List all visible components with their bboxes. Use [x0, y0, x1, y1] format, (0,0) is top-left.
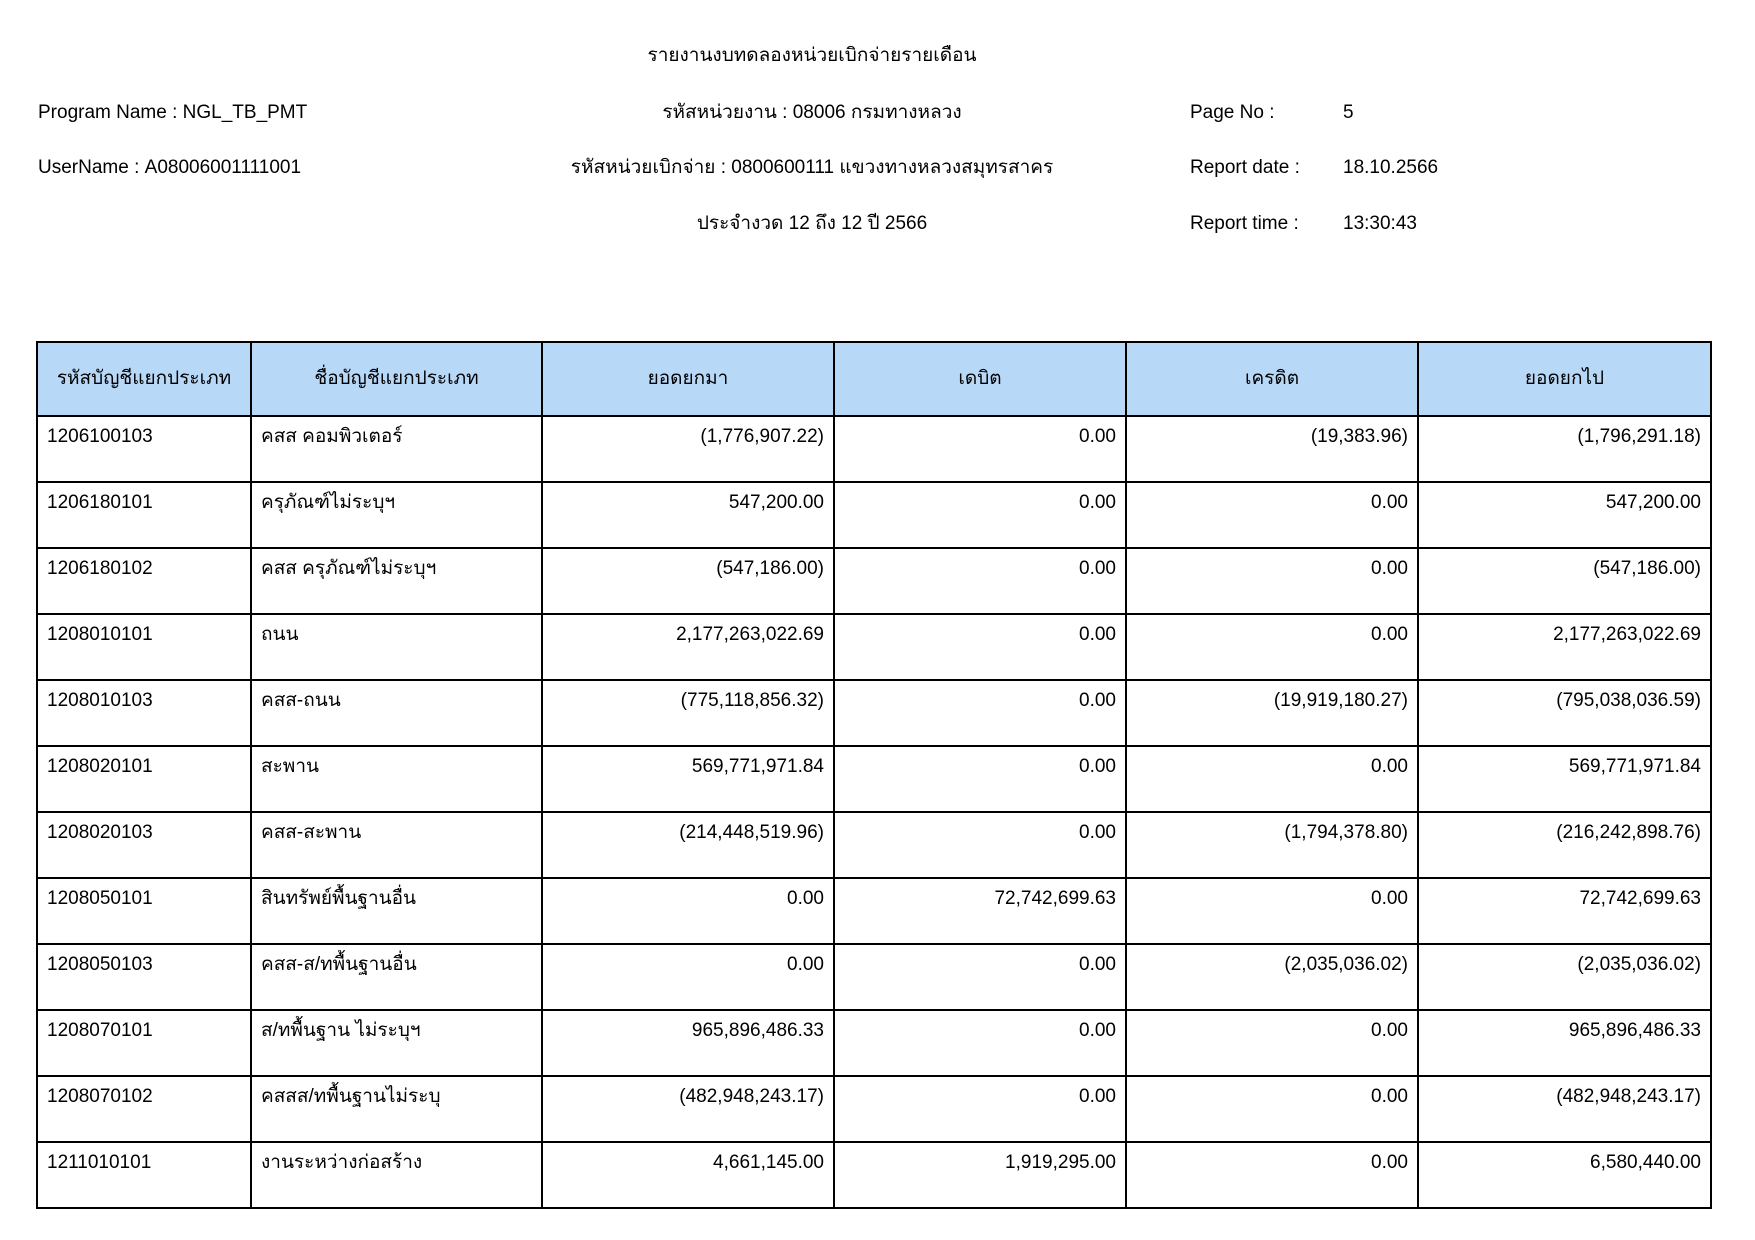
account-code: 1208020101 [37, 746, 251, 812]
beginning-balance: (214,448,519.96) [542, 812, 834, 878]
debit: 1,919,295.00 [834, 1142, 1126, 1208]
page-no-label: Page No : [1190, 102, 1275, 123]
program-name-label: Program Name : [38, 102, 178, 123]
report-time-label: Report time : [1190, 213, 1299, 234]
account-name: สะพาน [251, 746, 542, 812]
beginning-balance: 0.00 [542, 878, 834, 944]
beginning-balance: 2,177,263,022.69 [542, 614, 834, 680]
debit: 0.00 [834, 1076, 1126, 1142]
account-code: 1208050103 [37, 944, 251, 1010]
account-code: 1208010103 [37, 680, 251, 746]
credit: 0.00 [1126, 482, 1418, 548]
page-no-value: 5 [1343, 102, 1354, 123]
debit: 0.00 [834, 680, 1126, 746]
debit: 72,742,699.63 [834, 878, 1126, 944]
column-header-account-code: รหัสบัญชีแยกประเภท [37, 342, 251, 416]
credit: 0.00 [1126, 1142, 1418, 1208]
ending-balance: (795,038,036.59) [1418, 680, 1711, 746]
ending-balance: 72,742,699.63 [1418, 878, 1711, 944]
account-name: คสส คอมพิวเตอร์ [251, 416, 542, 482]
ending-balance: 569,771,971.84 [1418, 746, 1711, 812]
account-name: คสส ครุภัณฑ์ไม่ระบุฯ [251, 548, 542, 614]
credit: (1,794,378.80) [1126, 812, 1418, 878]
username-label: UserName : [38, 157, 140, 178]
debit: 0.00 [834, 416, 1126, 482]
table-row [37, 1142, 1711, 1208]
report-date-label: Report date : [1190, 157, 1300, 178]
beginning-balance: 965,896,486.33 [542, 1010, 834, 1076]
table-row [37, 944, 1711, 1010]
ending-balance: (482,948,243.17) [1418, 1076, 1711, 1142]
table-row [37, 614, 1711, 680]
column-header-beginning-balance: ยอดยกมา [542, 342, 834, 416]
beginning-balance: (482,948,243.17) [542, 1076, 834, 1142]
account-code: 1208020103 [37, 812, 251, 878]
table-row [37, 416, 1711, 482]
credit: 0.00 [1126, 614, 1418, 680]
credit: (19,383.96) [1126, 416, 1418, 482]
account-code: 1208050101 [37, 878, 251, 944]
beginning-balance: 4,661,145.00 [542, 1142, 834, 1208]
column-header-credit: เครดิต [1126, 342, 1418, 416]
account-code: 1206180101 [37, 482, 251, 548]
ending-balance: 547,200.00 [1418, 482, 1711, 548]
beginning-balance: (775,118,856.32) [542, 680, 834, 746]
table-row [37, 1076, 1711, 1142]
ending-balance: 2,177,263,022.69 [1418, 614, 1711, 680]
debit: 0.00 [834, 812, 1126, 878]
agency-code-line: รหัสหน่วยงาน : 08006 กรมทางหลวง [662, 102, 962, 123]
account-name: คสส-ส/ทพื้นฐานอื่น [251, 944, 542, 1010]
report-title: รายงานงบทดลองหน่วยเบิกจ่ายรายเดือน [647, 45, 977, 66]
beginning-balance: 547,200.00 [542, 482, 834, 548]
debit: 0.00 [834, 746, 1126, 812]
column-header-debit: เดบิต [834, 342, 1126, 416]
account-name: งานระหว่างก่อสร้าง [251, 1142, 542, 1208]
ending-balance: (2,035,036.02) [1418, 944, 1711, 1010]
beginning-balance: 0.00 [542, 944, 834, 1010]
account-code: 1206100103 [37, 416, 251, 482]
account-code: 1208070102 [37, 1076, 251, 1142]
table-row [37, 1010, 1711, 1076]
ending-balance: (216,242,898.76) [1418, 812, 1711, 878]
credit: (2,035,036.02) [1126, 944, 1418, 1010]
table-header-row [37, 342, 1711, 416]
credit: (19,919,180.27) [1126, 680, 1418, 746]
table-row [37, 680, 1711, 746]
table-row [37, 812, 1711, 878]
debit: 0.00 [834, 548, 1126, 614]
debit: 0.00 [834, 614, 1126, 680]
table-row [37, 878, 1711, 944]
ending-balance: (1,796,291.18) [1418, 416, 1711, 482]
account-name: ครุภัณฑ์ไม่ระบุฯ [251, 482, 542, 548]
account-name: ส/ทพื้นฐาน ไม่ระบุฯ [251, 1010, 542, 1076]
username-line [38, 156, 301, 181]
ending-balance: 965,896,486.33 [1418, 1010, 1711, 1076]
account-code: 1208070101 [37, 1010, 251, 1076]
account-name: คสสส/ทพื้นฐานไม่ระบุ [251, 1076, 542, 1142]
credit: 0.00 [1126, 548, 1418, 614]
table-row [37, 482, 1711, 548]
debit: 0.00 [834, 482, 1126, 548]
disbursement-unit-line: รหัสหน่วยเบิกจ่าย : 0800600111 แขวงทางหลวงสมุทรสาคร [570, 157, 1054, 178]
table-body [37, 416, 1711, 1208]
credit: 0.00 [1126, 746, 1418, 812]
report-date-value: 18.10.2566 [1343, 157, 1439, 178]
credit: 0.00 [1126, 878, 1418, 944]
ending-balance: 6,580,440.00 [1418, 1142, 1711, 1208]
account-name: คสส-ถนน [251, 680, 542, 746]
username-value: A08006001111001 [144, 157, 302, 178]
period-line: ประจำงวด 12 ถึง 12 ปี 2566 [696, 213, 928, 234]
account-code: 1208010101 [37, 614, 251, 680]
column-header-ending-balance: ยอดยกไป [1418, 342, 1711, 416]
table-row [37, 746, 1711, 812]
table-row [37, 548, 1711, 614]
ending-balance: (547,186.00) [1418, 548, 1711, 614]
program-name-value: NGL_TB_PMT [182, 102, 308, 123]
beginning-balance: (547,186.00) [542, 548, 834, 614]
credit: 0.00 [1126, 1010, 1418, 1076]
account-code: 1211010101 [37, 1142, 251, 1208]
account-code: 1206180102 [37, 548, 251, 614]
account-name: คสส-สะพาน [251, 812, 542, 878]
debit: 0.00 [834, 944, 1126, 1010]
beginning-balance: 569,771,971.84 [542, 746, 834, 812]
report-time-value: 13:30:43 [1343, 213, 1417, 234]
credit: 0.00 [1126, 1076, 1418, 1142]
account-name: สินทรัพย์พื้นฐานอื่น [251, 878, 542, 944]
debit: 0.00 [834, 1010, 1126, 1076]
trial-balance-table [36, 341, 1712, 1209]
program-name-line [38, 101, 307, 126]
beginning-balance: (1,776,907.22) [542, 416, 834, 482]
account-name: ถนน [251, 614, 542, 680]
column-header-account-name: ชื่อบัญชีแยกประเภท [251, 342, 542, 416]
